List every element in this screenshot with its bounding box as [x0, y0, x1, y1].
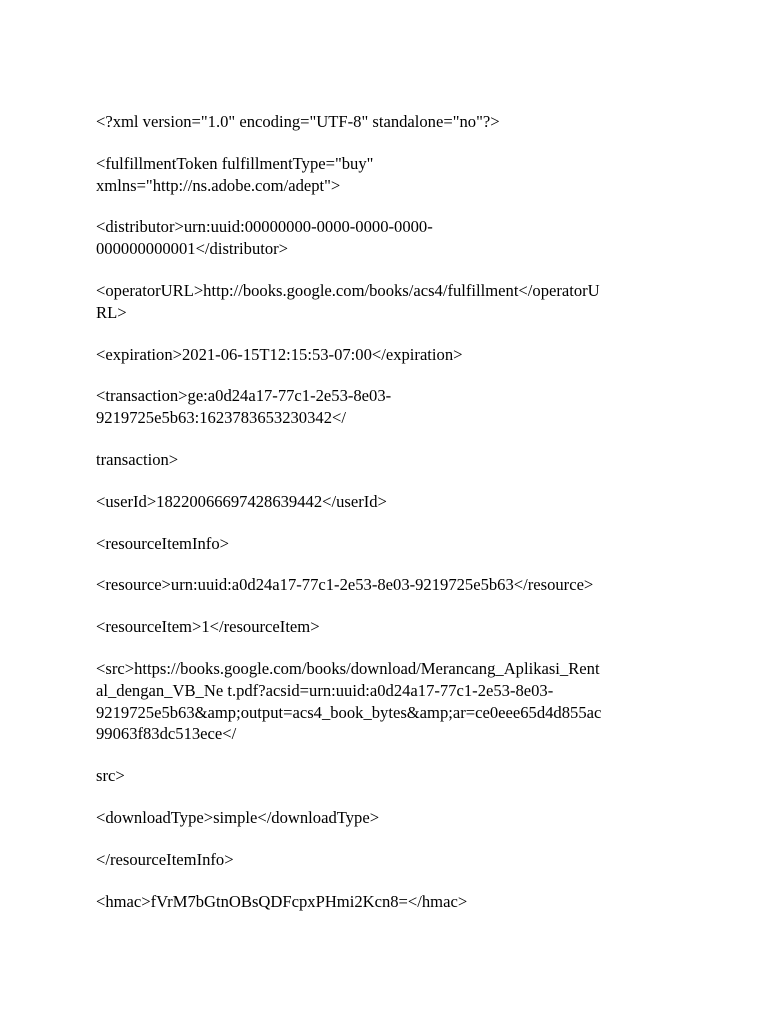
text-line: <transaction>ge:a0d24a17-77c1-2e53-8e03- — [96, 386, 392, 406]
src-element — [96, 658, 676, 745]
resource-element — [96, 574, 676, 596]
document-body — [96, 111, 676, 932]
text-line: <resource>urn:uuid:a0d24a17-77c1-2e53-8e03-9219725e5b63</resource> — [96, 575, 594, 595]
text-line: <downloadType>simple</downloadType> — [96, 807, 380, 827]
distributor-element — [96, 216, 676, 260]
hmac-element — [96, 891, 676, 913]
text-line: 99063f83dc513ece</ — [96, 724, 237, 744]
download-type-element — [96, 807, 676, 829]
text-line: RL> — [96, 302, 127, 322]
text-line: 000000000001</distributor> — [96, 239, 289, 259]
src-close — [96, 765, 676, 787]
xml-declaration — [96, 111, 676, 133]
resource-item-info-close — [96, 849, 676, 871]
operator-url-element — [96, 280, 676, 324]
text-line: <fulfillmentToken fulfillmentType="buy" — [96, 153, 374, 173]
text-line: <resourceItem>1</resourceItem> — [96, 617, 320, 637]
transaction-close — [96, 449, 676, 471]
text-line: al_dengan_VB_Ne t.pdf?acsid=urn:uuid:a0d24a17-77c1-2e53-8e03- — [96, 680, 554, 700]
text-line: <hmac>fVrM7bGtnOBsQDFcpxPHmi2Kcn8=</hmac> — [96, 891, 468, 911]
text-line: xmlns="http://ns.adobe.com/adept"> — [96, 175, 341, 195]
text-line: <?xml version="1.0" encoding="UTF-8" standalone="no"?> — [96, 112, 500, 131]
text-line: 9219725e5b63:1623783653230342</ — [96, 408, 346, 428]
text-line: <operatorURL>http://books.google.com/books/acs4/fulfillment</operatorU — [96, 280, 600, 300]
text-line: 9219725e5b63&amp;output=acs4_book_bytes&amp;ar=ce0eee65d4d855ac — [96, 702, 602, 722]
resource-item-info-open — [96, 533, 676, 555]
resource-item-element — [96, 616, 676, 638]
text-line: <distributor>urn:uuid:00000000-0000-0000-0000- — [96, 217, 433, 237]
text-line: <expiration>2021-06-15T12:15:53-07:00</expiration> — [96, 344, 463, 364]
text-line: </resourceItemInfo> — [96, 849, 234, 869]
text-line: src> — [96, 766, 125, 786]
transaction-element — [96, 385, 676, 429]
text-line: transaction> — [96, 449, 179, 469]
text-line: <src>https://books.google.com/books/download/Merancang_Aplikasi_Rent — [96, 658, 600, 678]
fulfillment-token-open — [96, 153, 676, 197]
text-line: <userId>18220066697428639442</userId> — [96, 491, 387, 511]
user-id-element — [96, 491, 676, 513]
text-line: <resourceItemInfo> — [96, 533, 229, 553]
expiration-element — [96, 344, 676, 366]
